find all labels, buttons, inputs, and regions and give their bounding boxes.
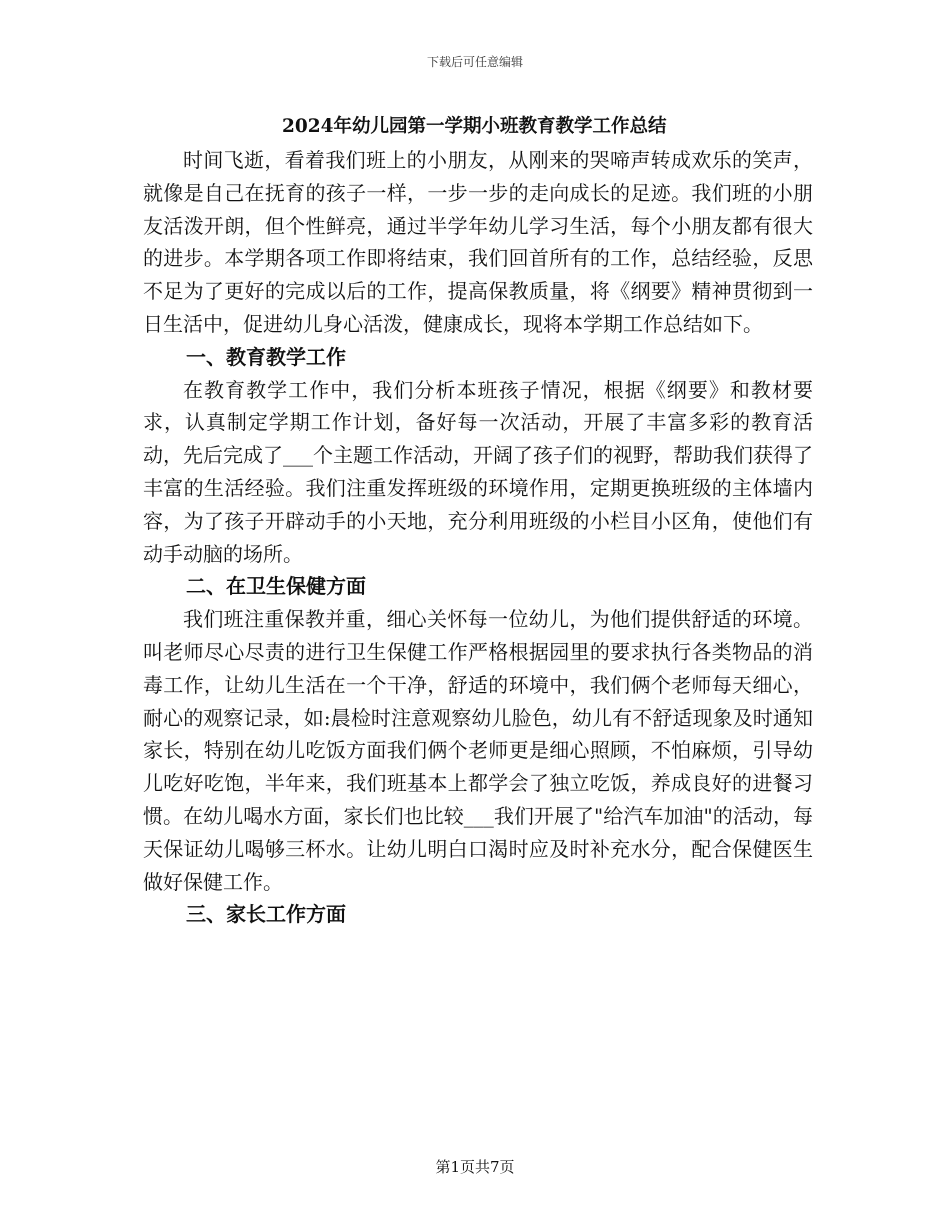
section-heading-health: 二、在卫生保健方面 [186, 574, 366, 599]
page-header-note: 下载后可任意编辑 [426, 55, 523, 69]
section-heading-teaching: 一、教育教学工作 [186, 344, 346, 369]
page-number: 第1页共7页 [435, 1158, 515, 1176]
section-heading-parents: 三、家长工作方面 [186, 902, 346, 927]
intro-paragraph: 时间飞逝，看着我们班上的小朋友，从刚来的哭啼声转成欢乐的笑声，就像是自己在抚育的孩子一样，一步一步的走向成长的足迹。我们班的小朋友活泼开朗，但个性鲜亮，通过半学年幼儿学习生活，每个小朋友都有很大的进步。本学期各项工作即将结束，我们回首所有的工作，总结经验，反思不足为了更好的完成以后的工作，提高保教质量，将《纲要》精神贯彻到一日生活中，促进幼儿身心活泼，健康成长，现将本学期工作总结如下。 [143, 148, 813, 336]
health-paragraph: 我们班注重保教并重，细心关怀每一位幼儿，为他们提供舒适的环境。叫老师尽心尽责的进行卫生保健工作严格根据园里的要求执行各类物品的消毒工作，让幼儿生活在一个干净，舒适的环境中，我们俩个老师每天细心，耐心的观察记录，如:晨检时注意观察幼儿脸色，幼儿有不舒适现象及时通知家长，特别在幼儿吃饭方面我们俩个老师更是细心照顾，不怕麻烦，引导幼儿吃好吃饱，半年来，我们班基本上都学会了独立吃饭，养成良好的进餐习惯。在幼儿喝水方面，家长们也比较___我们开展了"给汽车加油"的活动，每天保证幼儿喝够三杯水。让幼儿明白口渴时应及时补充水分，配合保健医生做好保健工作。 [143, 607, 813, 894]
document-title: 2024年幼儿园第一学期小班教育教学工作总结 [282, 116, 667, 137]
document-body [143, 112, 813, 931]
teaching-paragraph: 在教育教学工作中，我们分析本班孩子情况，根据《纲要》和教材要求，认真制定学期工作计划，备好每一次活动，开展了丰富多彩的教育活动，先后完成了___个主题工作活动，开阔了孩子们的视野，帮助我们获得了丰富的生活经验。我们注重发挥班级的环境作用，定期更换班级的主体墙内容，为了孩子开辟动手的小天地，充分利用班级的小栏目小区角，使他们有动手动脑的场所。 [143, 377, 813, 566]
